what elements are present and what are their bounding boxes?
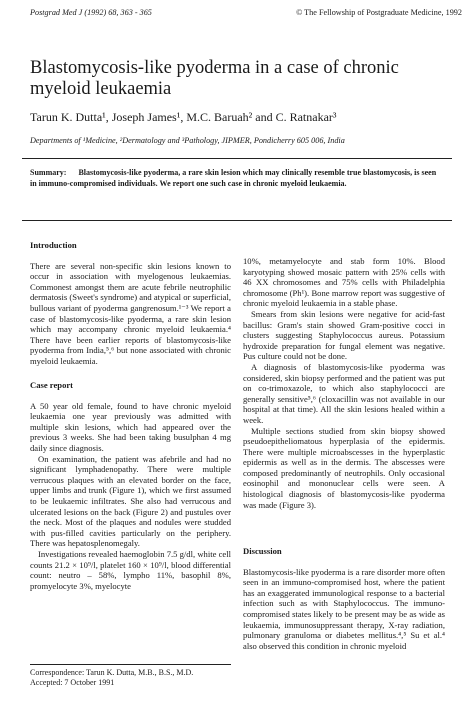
introduction-heading: Introduction bbox=[30, 240, 77, 250]
results-paragraph-3: A diagnosis of blastomycosis-like pyoderma was considered, skin biopsy performed and the patient was put on co-trimoxazole, to which also staphylococci are generally sensitive⁵,⁶ (cloxacillin was not available in our hospital at that time). All the skin lesions healed within a week. bbox=[243, 361, 445, 425]
introduction-paragraph: There are several non-specific skin lesions known to occur in association with myelogenous leukaemias. Commonest amongst them are acute febrile neutrophilic dermatosis (Sweet's syndrome) and atypical or superficial, bullous variant of pyoderma gangrenosum.¹⁻³ We report a case of blastomycosis-like pyoderma, a rare skin lesion which may accompany chronic myeloid leukaemia.⁴ There have been earlier reports of blastomycosis-like pyoderma from India,⁵,⁶ but none associated with chronic myeloid leukaemia. bbox=[30, 260, 231, 366]
correspondence-note bbox=[30, 664, 231, 688]
summary-block bbox=[30, 168, 440, 189]
results-paragraph-4: Multiple sections studied from skin biopsy showed pseudoepitheliomatous hyperplasia of the epidermis. There were multiple microabscesses in the hyperplastic epidermis as well as in the dermis. The abscesses were composed predominantly of neutrophils. Only occasional eosinophil and mononuclear cells were seen. A histological diagnosis of blastomycosis-like pyoderma was made (Figure 3). bbox=[243, 425, 445, 510]
accepted-line: Accepted: 7 October 1991 bbox=[30, 678, 115, 687]
introduction-section bbox=[30, 240, 231, 367]
results-paragraph-2: Smears from skin lesions were negative for acid-fast bacillus: Gram's stain showed Gram-positive cocci in clusters suggesting Staphylococcus aureus. Potassium hydroxide preparation for fungal element was negative. Pus culture could not be done. bbox=[243, 308, 445, 362]
summary-label: Summary: bbox=[30, 168, 67, 177]
discussion-section bbox=[243, 546, 445, 651]
case-paragraph-2: On examination, the patient was afebrile and had no significant lymphadenopathy. There were multiple verrucous plaques with an elevated border on the face, upper limbs and trunk (Figure 1), which we first assumed to be leukaemic infiltrates. She also had verrucous and ulcerated lesions on the back (Figure 2) and pustules over the neck. Most of the plaques and nodules were studded with pus-filled cavities particularly on the periphery. There was hepatosplenomegaly. bbox=[30, 453, 231, 549]
running-head-copyright: © The Fellowship of Postgraduate Medicine, 1992 bbox=[296, 8, 462, 17]
summary-text: Blastomycosis-like pyoderma, a rare skin lesion which may clinically resemble true blastomycosis, is seen in immuno-compromised individuals. We report one such case in chronic myeloid leukaemia. bbox=[30, 168, 437, 188]
article-authors: Tarun K. Dutta¹, Joseph James¹, M.C. Baruah² and C. Ratnakar³ bbox=[30, 110, 337, 124]
case-report-section bbox=[30, 380, 231, 591]
summary-bottom-rule bbox=[22, 220, 452, 221]
summary-top-rule bbox=[22, 158, 452, 159]
correspondence-line: Correspondence: Tarun K. Dutta, M.B., B.S., M.D. bbox=[30, 668, 194, 677]
article-title: Blastomycosis-like pyoderma in a case of chronic myeloid leukaemia bbox=[30, 58, 399, 99]
discussion-heading: Discussion bbox=[243, 546, 282, 556]
running-head-journal: Postgrad Med J (1992) 68, 363 - 365 bbox=[30, 8, 152, 17]
right-column-results bbox=[243, 256, 445, 510]
case-paragraph-1: A 50 year old female, found to have chronic myeloid leukaemia one year previously was admitted with multiple skin lesions, which had appeared over the previous 3 weeks. She had been taking busulphan 4 mg daily since diagnosis. bbox=[30, 400, 231, 453]
case-report-heading: Case report bbox=[30, 380, 74, 390]
article-departments: Departments of ¹Medicine, ²Dermatology and ³Pathology, JIPMER, Pondicherry 605 006, India bbox=[30, 136, 345, 145]
results-paragraph-1: 10%, metamyelocyte and stab form 10%. Blood karyotyping showed mosaic pattern with 25% cells with 46 XX chromosomes and 75% cells with Philadelphia chromosome (Ph¹). Bone marrow report was suggestive of chronic myeloid leukaemia in a stable phase. bbox=[243, 256, 445, 309]
case-paragraph-3: Investigations revealed haemoglobin 7.5 g/dl, white cell counts 21.2 × 10⁹/l, platelet 160 × 10⁹/l, blood differential count: neutro – 58%, lympho 11%, basophil 8%, promyelocyte 3%, myelocyte bbox=[30, 548, 231, 591]
discussion-paragraph-1: Blastomycosis-like pyoderma is a rare disorder more often seen in an immuno-compromised host, where the patient has an exaggerated immunological response to a bacterial infection such as with Staphylococcus. The immuno-compromised states likely to be present may be as wide as leukaemia, immunosuppressant therapy, X-ray radiation, pulmonary granuloma or diabetes mellitus.⁴,⁵ Su et al.⁴ also observed this condition in chronic myeloid bbox=[243, 566, 445, 651]
